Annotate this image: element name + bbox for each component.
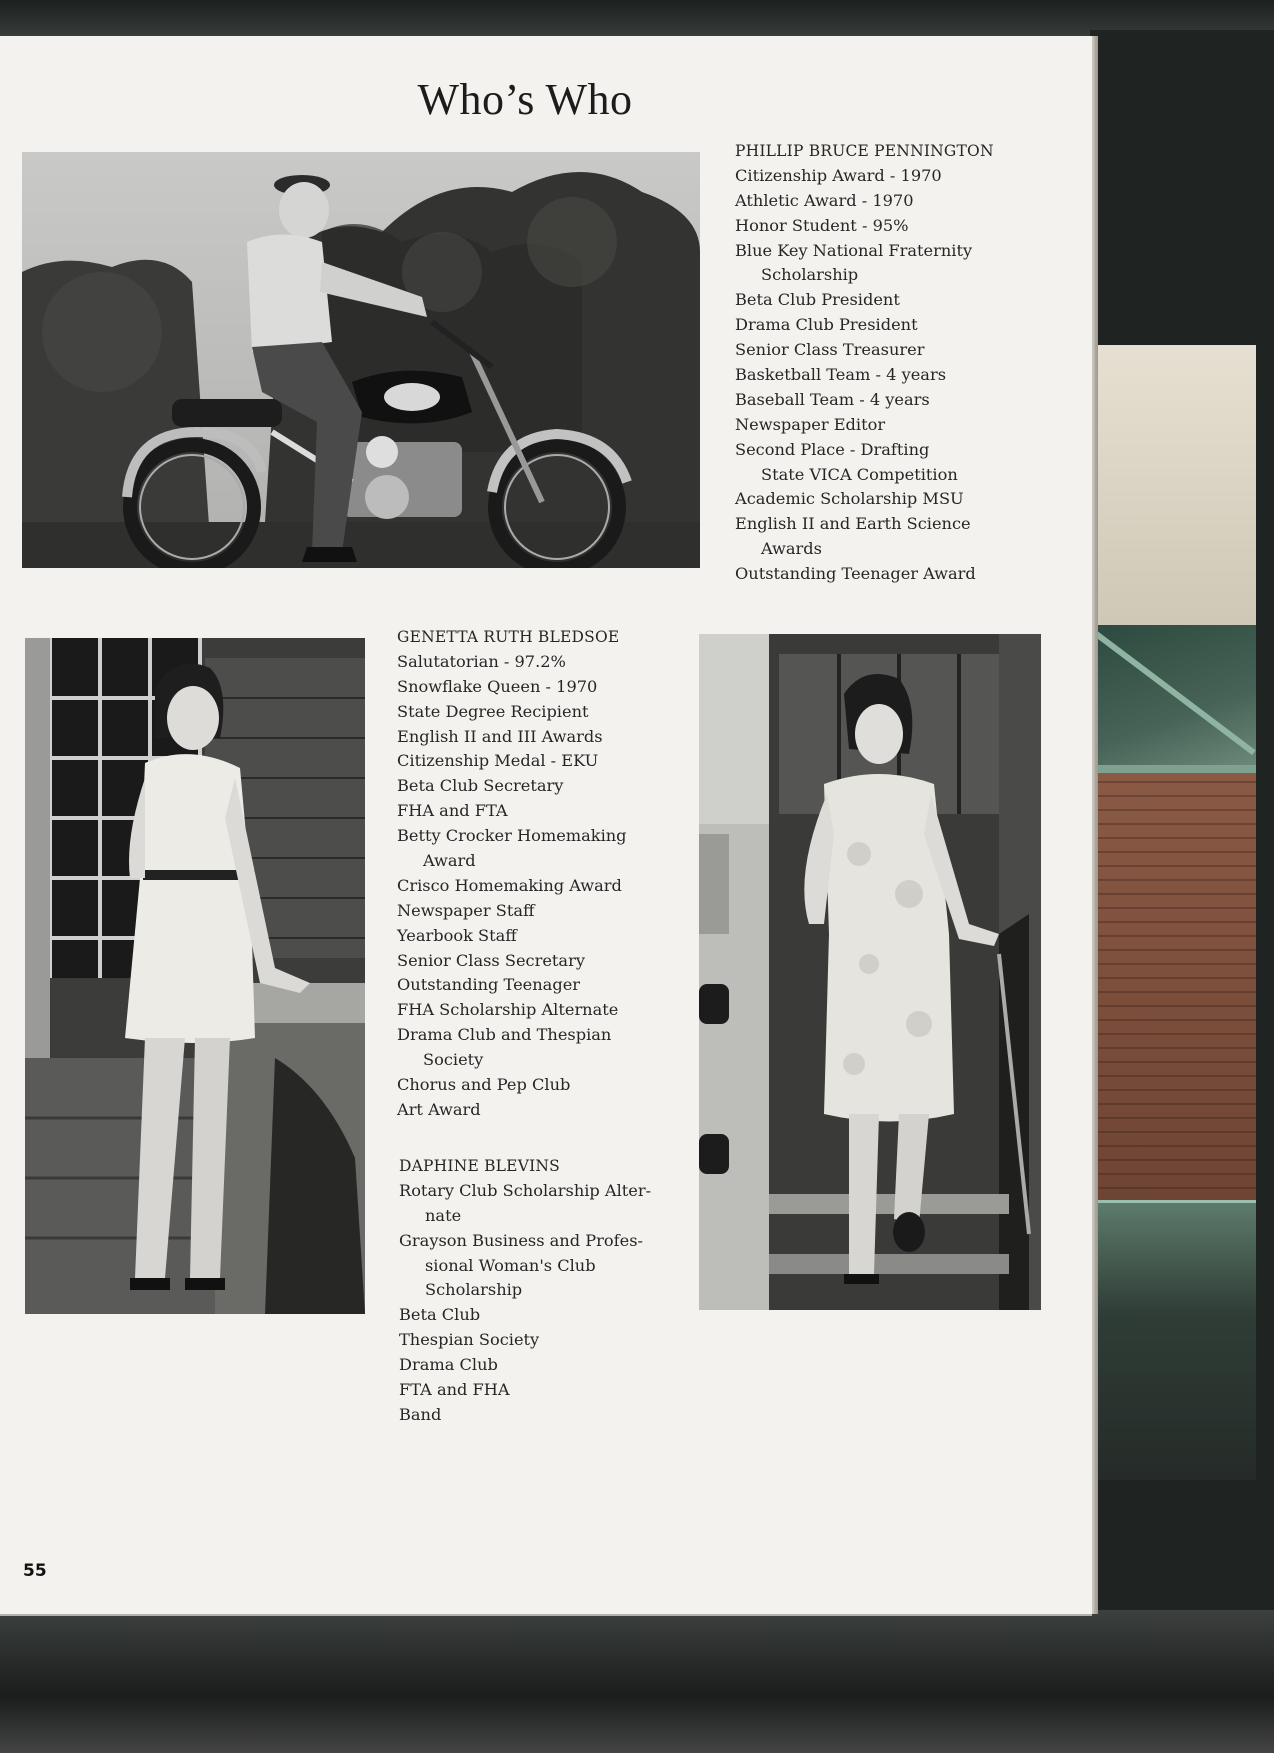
achievement-item: English II and Earth Science — [735, 514, 971, 534]
achievement-item: Yearbook Staff — [397, 925, 517, 945]
achievement-item: Chorus and Pep Club — [397, 1075, 571, 1095]
achievement-item: Betty Crocker Homemaking — [397, 826, 627, 846]
photo-bledsoe — [25, 638, 365, 1314]
achievement-item: State VICA Competition — [761, 464, 958, 484]
achievement-item: Drama Club — [399, 1355, 498, 1375]
achievement-item: Thespian Society — [399, 1330, 540, 1350]
achievement-item: Citizenship Medal - EKU — [397, 751, 599, 771]
achievement-item: Academic Scholarship MSU — [735, 489, 964, 509]
achievement-item: Citizenship Award - 1970 — [735, 165, 942, 185]
achievement-item: Society — [423, 1050, 484, 1070]
achievement-item: Beta Club President — [735, 290, 900, 310]
achievement-item: Beta Club Secretary — [397, 776, 564, 796]
achievement-item: Art Award — [397, 1099, 481, 1119]
profile-name: DAPHINE BLEVINS — [399, 1157, 560, 1175]
achievement-item: Award — [423, 851, 476, 871]
profile-pennington — [735, 139, 994, 587]
yearbook-page — [0, 36, 1092, 1614]
achievement-item: FHA Scholarship Alternate — [397, 1000, 619, 1020]
achievement-item: Newspaper Editor — [735, 414, 886, 434]
page-number: 55 — [23, 1561, 47, 1581]
achievement-item: Second Place - Drafting — [735, 439, 930, 459]
facing-page-photo — [1096, 345, 1256, 1480]
achievement-item: Scholarship — [761, 265, 859, 285]
profile-blevins — [399, 1154, 651, 1428]
achievement-item: Basketball Team - 4 years — [735, 365, 947, 385]
achievement-item: sional Woman's Club — [425, 1255, 596, 1275]
achievement-item: FHA and FTA — [397, 801, 508, 821]
achievement-item: Drama Club President — [735, 315, 918, 335]
achievement-item: Drama Club and Thespian — [397, 1025, 612, 1045]
achievement-item: Awards — [761, 539, 822, 559]
achievement-item: Blue Key National Fraternity — [735, 240, 973, 260]
achievement-item: Honor Student - 95% — [735, 215, 909, 235]
achievement-item: Outstanding Teenager — [397, 975, 581, 995]
achievement-item: English II and III Awards — [397, 726, 603, 746]
achievement-item: Senior Class Secretary — [397, 950, 585, 970]
achievement-item: Athletic Award - 1970 — [735, 190, 914, 210]
profile-name: PHILLIP BRUCE PENNINGTON — [735, 142, 994, 160]
achievement-item: Band — [399, 1404, 442, 1424]
achievement-item: Scholarship — [425, 1280, 523, 1300]
photo-motorcycle — [22, 152, 700, 568]
achievement-item: State Degree Recipient — [397, 701, 589, 721]
achievement-item: Beta Club — [399, 1305, 481, 1325]
achievement-item: Salutatorian - 97.2% — [397, 651, 566, 671]
achievement-item: nate — [425, 1205, 462, 1225]
achievement-item: Rotary Club Scholarship Alter- — [399, 1180, 652, 1200]
achievement-item: Snowflake Queen - 1970 — [397, 676, 598, 696]
photo-bledsoe-image — [25, 638, 365, 1314]
photo-blevins — [699, 634, 1041, 1310]
photo-motorcycle-image — [22, 152, 700, 568]
achievement-item: Baseball Team - 4 years — [735, 389, 930, 409]
profile-bledsoe — [397, 625, 627, 1123]
scanner-frame-top — [0, 0, 1274, 40]
achievement-item: Newspaper Staff — [397, 900, 535, 920]
achievement-item: Crisco Homemaking Award — [397, 875, 622, 895]
achievement-item: Outstanding Teenager Award — [735, 564, 976, 584]
photo-blevins-image — [699, 634, 1041, 1310]
profile-name: GENETTA RUTH BLEDSOE — [397, 628, 620, 646]
achievement-item: Senior Class Treasurer — [735, 340, 925, 360]
page-title: Who’s Who — [417, 75, 633, 124]
achievement-item: FTA and FHA — [399, 1380, 510, 1400]
scanner-frame-bottom — [0, 1610, 1274, 1753]
achievement-item: Grayson Business and Profes- — [399, 1230, 643, 1250]
